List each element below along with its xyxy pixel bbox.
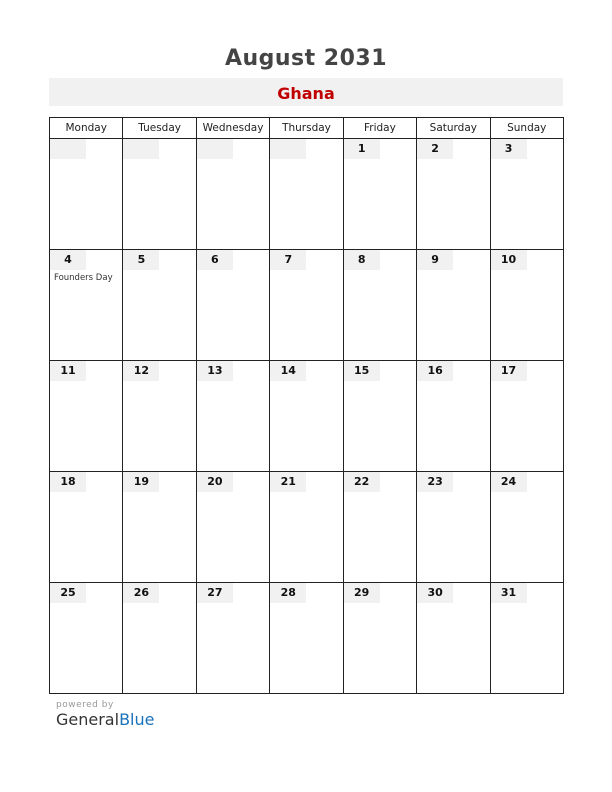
day-cell[interactable]: [490, 361, 563, 472]
day-number: 15: [344, 361, 380, 381]
day-number: 31: [491, 583, 527, 603]
day-number: 29: [344, 583, 380, 603]
day-cell[interactable]: [490, 583, 563, 694]
day-number: 14: [270, 361, 306, 381]
day-number: 5: [123, 250, 159, 270]
day-cell[interactable]: [270, 139, 343, 250]
day-number: 21: [270, 472, 306, 492]
day-number: 27: [197, 583, 233, 603]
week-row: [50, 361, 564, 472]
day-cell[interactable]: [196, 583, 269, 694]
day-cell[interactable]: [123, 472, 196, 583]
brand-general: General: [56, 710, 120, 729]
week-row: [50, 583, 564, 694]
day-number: 11: [50, 361, 86, 381]
day-cell[interactable]: [343, 250, 416, 361]
day-number: 18: [50, 472, 86, 492]
day-cell[interactable]: [343, 361, 416, 472]
weekday-header: Thursday: [270, 118, 343, 139]
day-number: 25: [50, 583, 86, 603]
day-cell[interactable]: [50, 361, 123, 472]
brand-logo[interactable]: [56, 710, 154, 729]
day-number: [270, 139, 306, 159]
brand-blue: Blue: [119, 710, 155, 729]
day-cell[interactable]: [196, 361, 269, 472]
day-cell[interactable]: [417, 583, 490, 694]
powered-by-text: powered by: [56, 700, 114, 710]
day-number: 30: [417, 583, 453, 603]
day-number: 1: [344, 139, 380, 159]
weekday-header: Saturday: [417, 118, 490, 139]
day-number: 7: [270, 250, 306, 270]
country-banner: [49, 78, 563, 106]
weekday-header: Friday: [343, 118, 416, 139]
day-cell[interactable]: [50, 250, 123, 361]
day-number: [123, 139, 159, 159]
day-number: 17: [491, 361, 527, 381]
day-cell[interactable]: [123, 583, 196, 694]
day-cell[interactable]: [270, 361, 343, 472]
day-cell[interactable]: [343, 583, 416, 694]
day-number: 13: [197, 361, 233, 381]
day-cell[interactable]: [343, 472, 416, 583]
weekday-header-row: [50, 118, 564, 139]
day-number: 4: [50, 250, 86, 270]
day-cell[interactable]: [196, 139, 269, 250]
day-number: 26: [123, 583, 159, 603]
week-row: [50, 472, 564, 583]
day-cell[interactable]: [417, 139, 490, 250]
day-number: 16: [417, 361, 453, 381]
day-cell[interactable]: [50, 472, 123, 583]
day-number: 2: [417, 139, 453, 159]
day-number: [197, 139, 233, 159]
day-number: 24: [491, 472, 527, 492]
day-number: 19: [123, 472, 159, 492]
day-cell[interactable]: [490, 472, 563, 583]
weekday-header: Tuesday: [123, 118, 196, 139]
footer-branding: [56, 700, 154, 729]
day-cell[interactable]: [417, 250, 490, 361]
country-name: Ghana: [277, 84, 335, 103]
day-number: 6: [197, 250, 233, 270]
day-cell[interactable]: [50, 139, 123, 250]
day-cell[interactable]: [123, 361, 196, 472]
day-number: 22: [344, 472, 380, 492]
day-number: 8: [344, 250, 380, 270]
day-number: [50, 139, 86, 159]
day-number: 20: [197, 472, 233, 492]
day-cell[interactable]: [123, 250, 196, 361]
day-cell[interactable]: [123, 139, 196, 250]
day-cell[interactable]: [196, 472, 269, 583]
day-number: 10: [491, 250, 527, 270]
calendar-title: August 2031: [224, 46, 388, 71]
day-cell[interactable]: [417, 472, 490, 583]
day-cell[interactable]: [490, 250, 563, 361]
week-row: [50, 250, 564, 361]
day-number: 12: [123, 361, 159, 381]
calendar-grid: [49, 117, 564, 694]
day-cell[interactable]: [270, 472, 343, 583]
day-cell[interactable]: [490, 139, 563, 250]
day-cell[interactable]: [343, 139, 416, 250]
day-number: 3: [491, 139, 527, 159]
day-cell[interactable]: [196, 250, 269, 361]
weekday-header: Sunday: [490, 118, 563, 139]
weekday-header: Wednesday: [196, 118, 269, 139]
day-number: 28: [270, 583, 306, 603]
calendar-body: [50, 139, 564, 694]
day-number: 23: [417, 472, 453, 492]
day-cell[interactable]: [270, 583, 343, 694]
holiday-label: Founders Day: [54, 273, 113, 283]
day-number: 9: [417, 250, 453, 270]
week-row: [50, 139, 564, 250]
day-cell[interactable]: [50, 583, 123, 694]
day-cell[interactable]: [270, 250, 343, 361]
day-cell[interactable]: [417, 361, 490, 472]
weekday-header: Monday: [50, 118, 123, 139]
